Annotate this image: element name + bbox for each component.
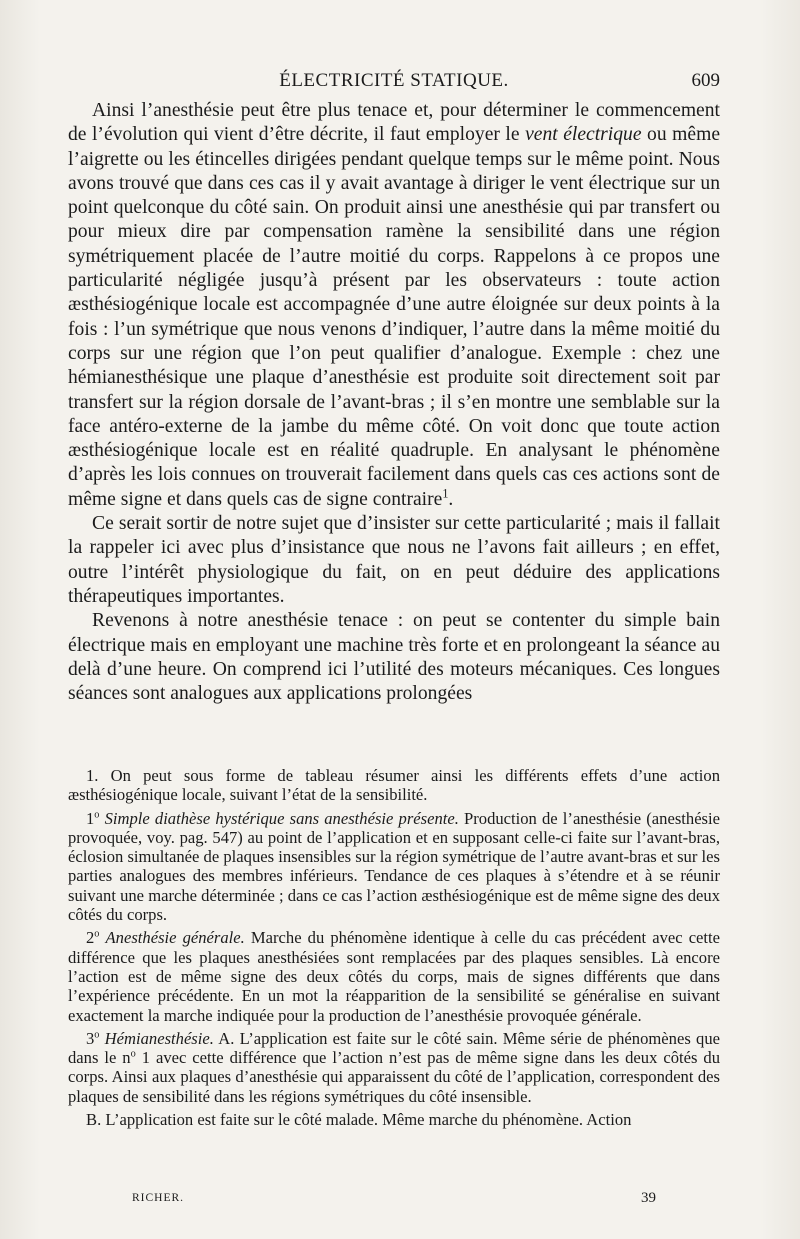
page-header [68,70,720,100]
signature-mark: RICHER. [132,1192,185,1204]
body-paragraph: Ainsi l’anesthésie peut être plus tenace et, pour déterminer le commencement de l’évolution qui vient d’être décrite, il faut employer le vent électrique ou même l’aigrette ou les étincelles dirigées pendant quelque temps sur le même point. Nous avons trouvé que dans ces cas il y avait avantage à diriger le vent électrique sur un point quelconque du côté sain. On produit ainsi une anesthésie qui par transfert ou pour mieux dire par compensation ramène la sensibilité dans une région symétriquement placée de l’autre moitié du corps. Rappelons à ce propos une particularité négligée jusqu’à présent par les observateurs : toute action æsthésiogénique locale est accompagnée d’une autre éloignée sur deux points à la fois : l’un symétrique que nous venons d’indiquer, l’autre dans la même moitié du corps sur une région que l’on peut qualifier d’analogue. Exemple : chez une hémianesthésique une plaque d’anesthésie est produite soit directement soit par transfert sur la région dorsale de l’avant-bras ; il s’en montre une semblable sur la face antéro-externe de la jambe du même côté. On voit donc que toute action æsthésiogénique locale est en réalité quadruple. En analysant le phénomène d’après les lois connues on trouverait facilement dans quels cas ces actions sont de même signe et dans quels cas de signe contraire$^1$. [68,100,721,510]
footnotes [68,766,720,1129]
body-paragraph: Revenons à notre anesthésie tenace : on peut se contenter du simple bain électrique mais en employant une machine très forte et en prolongeant la séance au delà d’une heure. On comprend ici l’utilité des moteurs mécaniques. Ces longues séances sont analogues aux applications prolongées [68,610,720,705]
footnote-paragraph: 1$^o$ Simple diathèse hystérique sans anesthésie présente. Production de l’anesthésie (anesthésie provoquée, voy. pag. 547) au point de l’application et en supposant celle-ci faite sur l’avant-bras, éclosion simultanée de plaques insensibles sur la région symétrique de l’autre avant-bras et sur les parties analogues des membres inférieurs. Tendance de ces plaques à s’étendre et à se réunir suivant une marche déterminée ; dans ce cas l’action æsthésiogénique est de même signe des deux côtés du corps. [68,808,721,925]
page-footer [132,1190,656,1214]
body-paragraph: Ce serait sortir de notre sujet que d’insister sur cette particularité ; mais il fallait la rappeler ici avec plus d’insistance que nous ne l’avons fait ailleurs ; en effet, outre l’intérêt physiologique du fait, on en peut déduire des applications thérapeutiques importantes. [68,513,720,607]
page-number: 609 [691,70,720,91]
main-text [68,99,720,706]
running-title: ÉLECTRICITÉ STATIQUE. [279,70,509,91]
footnote-paragraph: 3$^o$ Hémianesthésie. A. L’application est faite sur le côté sain. Même série de phénomènes que dans le $n^o$ 1 avec cette différence que l’action n’est pas de même signe dans les deux côtés du corps. Ainsi aux plaques d’anesthésie qui apparaissent du côté de l’application, correspondent des plaques de sensibilité dans les régions symétriques du côté insensible. [68,1028,720,1106]
footnote-paragraph: 2$^o$ Anesthésie générale. Marche du phénomène identique à celle du cas précédent avec cette différence que les plaques anesthésiées sont remplacées par des plaques sensibles. Là encore l’action est de même signe des deux côtés du corps, mais de signes différents que dans l’expérience précédente. En un mot la réapparition de la sensibilité se généralise en suivant exactement la marche indiquée pour la production de l’anesthésie provoquée générale. [68,928,721,1025]
sheet-number: 39 [641,1190,656,1206]
footnote-paragraph: 1. On peut sous forme de tableau résumer ainsi les différents effets d’une action æsthésiogénique locale, suivant l’état de la sensibilité. [68,766,720,805]
footnote-paragraph: B. L’application est faite sur le côté malade. Même marche du phénomène. Action [86,1110,632,1130]
